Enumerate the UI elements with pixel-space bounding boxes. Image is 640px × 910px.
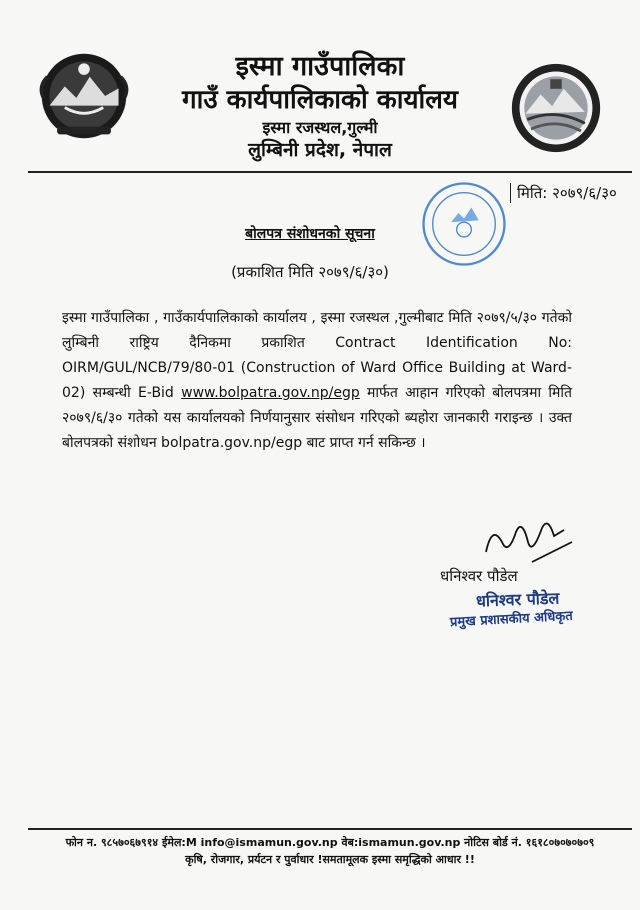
letter-date: मिति: २०७९/६/३० bbox=[510, 183, 617, 203]
egp-link[interactable]: www.bolpatra.gov.np/egp bbox=[181, 385, 360, 401]
signatory-name: धनिश्वर पौडेल bbox=[440, 567, 518, 585]
footer-contact: फोन न. ९८५७०६७९१४ ईमेल:M info@ismamun.gov.np वेब:ismamun.gov.np नोटिस बोर्ड नं. १६१८०७०७०७०९ bbox=[65, 836, 595, 849]
municipality-name: इस्मा गाउँपालिका bbox=[235, 51, 405, 82]
notice-title: बोलपत्र संशोधनको सूचना bbox=[245, 226, 375, 242]
published-date: (प्रकाशित मिति २०७९/६/३०) bbox=[231, 263, 389, 281]
nepal-emblem-logo bbox=[36, 48, 132, 144]
body-part-2: मार्फत आहान गरिएको बोलपत्रमा मिति २०७९/६/३० गतेको यस कार्यालयको निर्णयानुसार संसोधन गरिएको ब्यहोरा जानकारी गराइन्छ । उक्त बोलपत्रको संशोधन bolpatra.gov.np/egp बाट प्राप्त गर्न सकिन्छ । bbox=[62, 385, 572, 451]
notice-body bbox=[62, 306, 572, 456]
letterhead bbox=[130, 50, 510, 162]
body-part-1: इस्मा गाउँपालिका , गाउँकार्यपालिकाको कार्यालय , इस्मा रजस्थल ,गुल्मीबाट मिति २०७९/५/३० गतेको लुम्बिनी राष्ट्रिय दैनिकमा प्रकाशित Contract Identification No: OIRM/GUL/NCB/79/80-01 (Construction of Ward Office Building at Ward-02) सम्बन्धी E-Bid bbox=[62, 310, 572, 401]
office-name: गाउँ कार्यपालिकाको कार्यालय bbox=[182, 85, 458, 115]
municipality-logo bbox=[508, 60, 604, 156]
seal-name: धनिश्वर पौडेल bbox=[475, 588, 560, 611]
header-divider bbox=[28, 171, 632, 173]
handwritten-signature bbox=[472, 512, 582, 572]
office-stamp bbox=[418, 178, 510, 270]
footer-slogan: कृषि, रोजगार, प्रर्यटन र पुर्वाधार !समतामूलक इस्मा समृद्धिको आधार !! bbox=[185, 853, 475, 866]
seal-title: प्रमुख प्रशासकीय अधिकृत bbox=[449, 608, 574, 631]
province-name: लुम्बिनी प्रदेश, नेपाल bbox=[248, 139, 392, 161]
footer-divider bbox=[28, 828, 632, 830]
office-address: इस्मा रजस्थल,गुल्मी bbox=[262, 118, 378, 137]
